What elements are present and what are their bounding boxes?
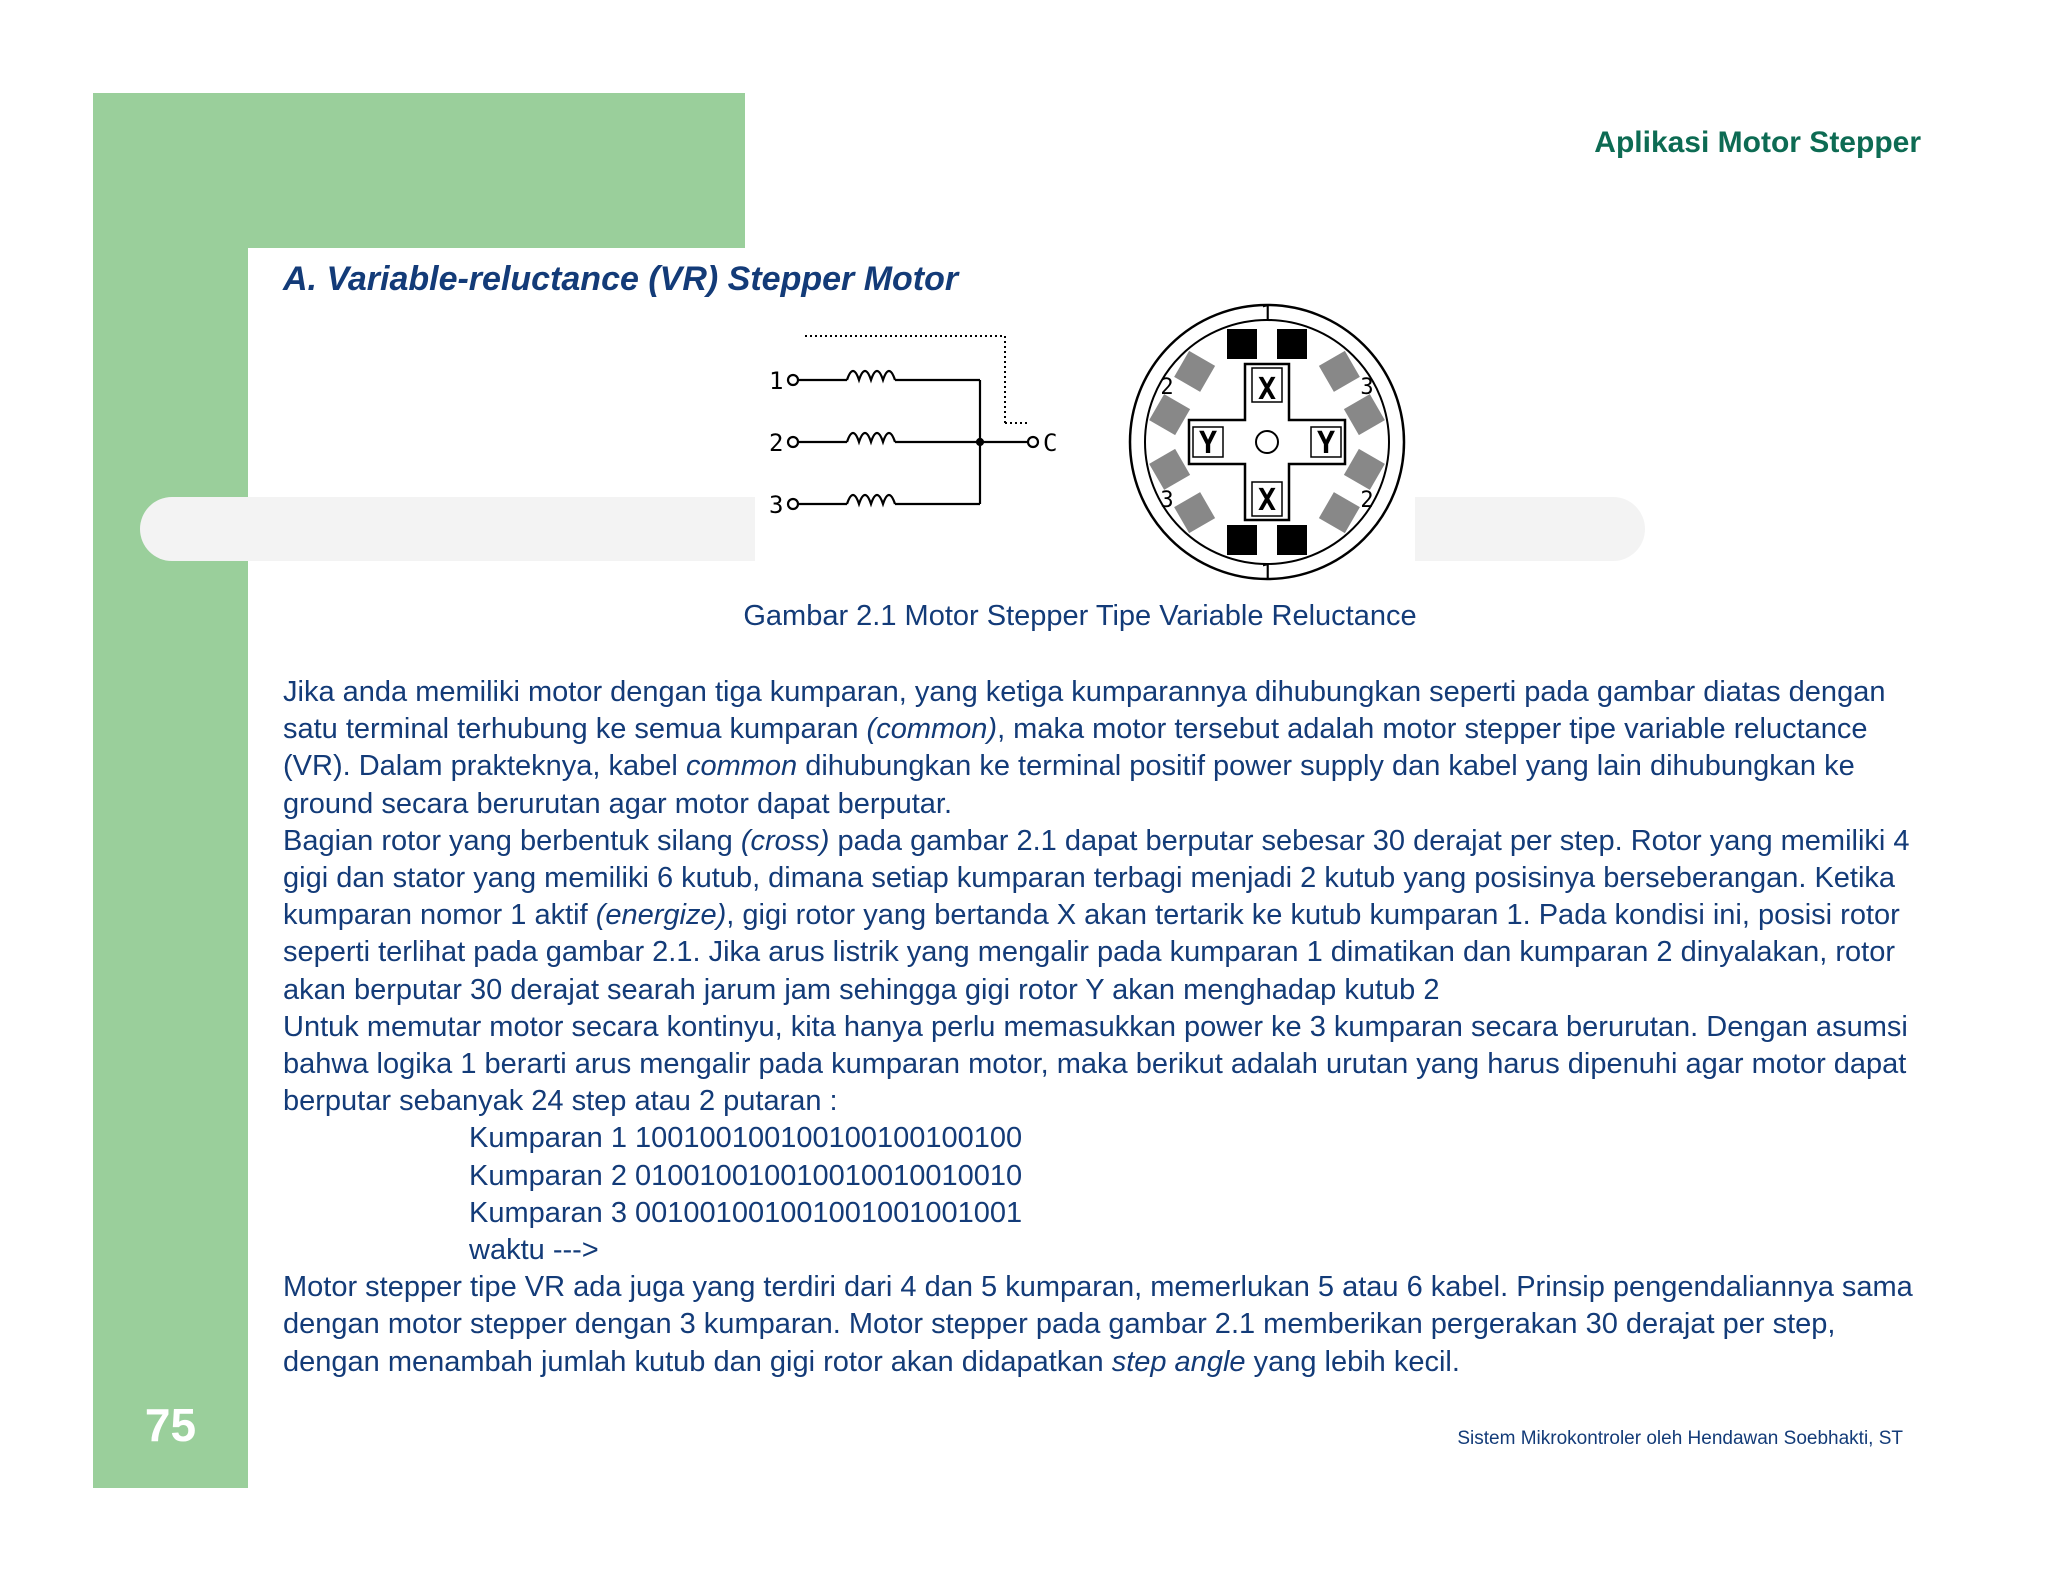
coil-terminal-3: 3 — [769, 491, 784, 519]
footer-credit: Sistem Mikrokontroler oleh Hendawan Soebhakti, ST — [1457, 1428, 1903, 1449]
text-run-italic: (energize) — [595, 899, 727, 932]
paragraph-continuous-rotation — [283, 1009, 1913, 1121]
stator-label-lower-right: 2 — [1360, 488, 1374, 513]
body-text — [283, 674, 1913, 1381]
stator-label-top: 1 — [1260, 302, 1274, 327]
text-run: Untuk memutar motor secara kontinyu, kita hanya perlu memasukkan power ke 3 kumparan secara berurutan. Dengan asumsi bahwa logika 1 berarti arus mengalir pada kumparan motor, maka berikut adalah urutan yang harus dipenuhi agar motor dapat berputar sebanyak 24 step atau 2 putaran : — [283, 1010, 1908, 1118]
stator-rotor-drawing — [1130, 305, 1404, 579]
rotor-label-y-right: Y — [1316, 426, 1336, 461]
paragraph-common-wiring — [283, 674, 1913, 823]
text-run: Jika anda memiliki motor dengan tiga kumparan, yang ketiga kumparannya dihubungkan seperti pada gambar diatas dengan satu terminal terhubung ke semua kumparan — [283, 676, 1886, 746]
rotor-label-y-left: Y — [1198, 426, 1218, 461]
text-run: yang lebih kecil. — [1245, 1345, 1460, 1378]
header-title: Aplikasi Motor Stepper — [1594, 126, 1921, 159]
text-run: , maka motor tersebut adalah motor stepper tipe variable reluctance (VR). Dalam prakteknya, kabel — [283, 713, 1868, 783]
stator-label-bottom: 1 — [1260, 561, 1274, 586]
stator-label-upper-right: 3 — [1360, 375, 1374, 400]
decor-green-band-side — [93, 93, 248, 1488]
figure-caption: Gambar 2.1 Motor Stepper Tipe Variable Reluctance — [743, 600, 1417, 632]
text-run: pada gambar 2.1 dapat berputar sebesar 30 derajat per step. Rotor yang memiliki 4 gigi dan stator yang memiliki 6 kutub, dimana setiap kumparan terbagi menjadi 2 kutub yang posisinya berseberangan. Ketika kumparan nomor 1 aktif — [283, 824, 1910, 932]
common-terminal-label: C — [1043, 429, 1058, 457]
sequence-line-coil-1: Kumparan 1 100100100100100100100100 — [469, 1122, 1023, 1155]
text-run-italic: step angle — [1111, 1345, 1246, 1378]
text-run-italic: (common) — [866, 713, 998, 746]
text-run: , gigi rotor yang bertanda X akan tertarik ke kutub kumparan 1. Pada kondisi ini, posisi rotor seperti terlihat pada gambar 2.1. Jika arus listrik yang mengalir pada kumparan 1 dimatikan dan kumparan 2 dinyalakan, rotor akan berputar 30 derajat searah jarum jam sehingga gigi rotor Y akan menghadap kutub 2 — [283, 899, 1900, 1006]
rotor-label-x-bottom: X — [1257, 483, 1277, 518]
rotor-label-x-top: X — [1257, 372, 1277, 407]
sequence-line-time: waktu ---> — [469, 1234, 599, 1267]
text-run-italic: (cross) — [740, 824, 830, 857]
stator-label-lower-left: 3 — [1160, 488, 1174, 513]
coil-terminal-2: 2 — [769, 429, 784, 457]
sequence-line-coil-2: Kumparan 2 010010010010010010010010 — [469, 1159, 1023, 1192]
text-run: dihubungkan ke terminal positif power supply dan kabel yang lain dihubungkan ke ground secara berurutan agar motor dapat berputar. — [283, 750, 1855, 820]
vr-stepper-diagram — [755, 300, 1415, 590]
page-number: 75 — [144, 1399, 197, 1451]
sequence-line-coil-3: Kumparan 3 001001001001001001001001 — [469, 1196, 1023, 1229]
figure-vr-stepper — [755, 300, 1415, 590]
section-title: A. Variable-reluctance (VR) Stepper Motor — [283, 260, 959, 298]
text-run: Bagian rotor yang berbentuk silang — [283, 824, 741, 857]
text-run: Motor stepper tipe VR ada juga yang terdiri dari 4 dan 5 kumparan, memerlukan 5 atau 6 kabel. Prinsip pengendaliannya sama dengan motor stepper dengan 3 kumparan. Motor stepper pada gambar 2.1 memberikan pergerakan 30 derajat per step, dengan menambah jumlah kutub dan gigi rotor akan didapatkan — [283, 1271, 1913, 1378]
text-run-italic: common — [685, 750, 798, 783]
coil-schematic — [788, 336, 1038, 509]
coil-terminal-1: 1 — [769, 367, 784, 395]
paragraph-rotor-stator — [283, 823, 1913, 1009]
stator-label-upper-left: 2 — [1160, 375, 1174, 400]
paragraph-other-vr-types — [283, 1269, 1913, 1381]
